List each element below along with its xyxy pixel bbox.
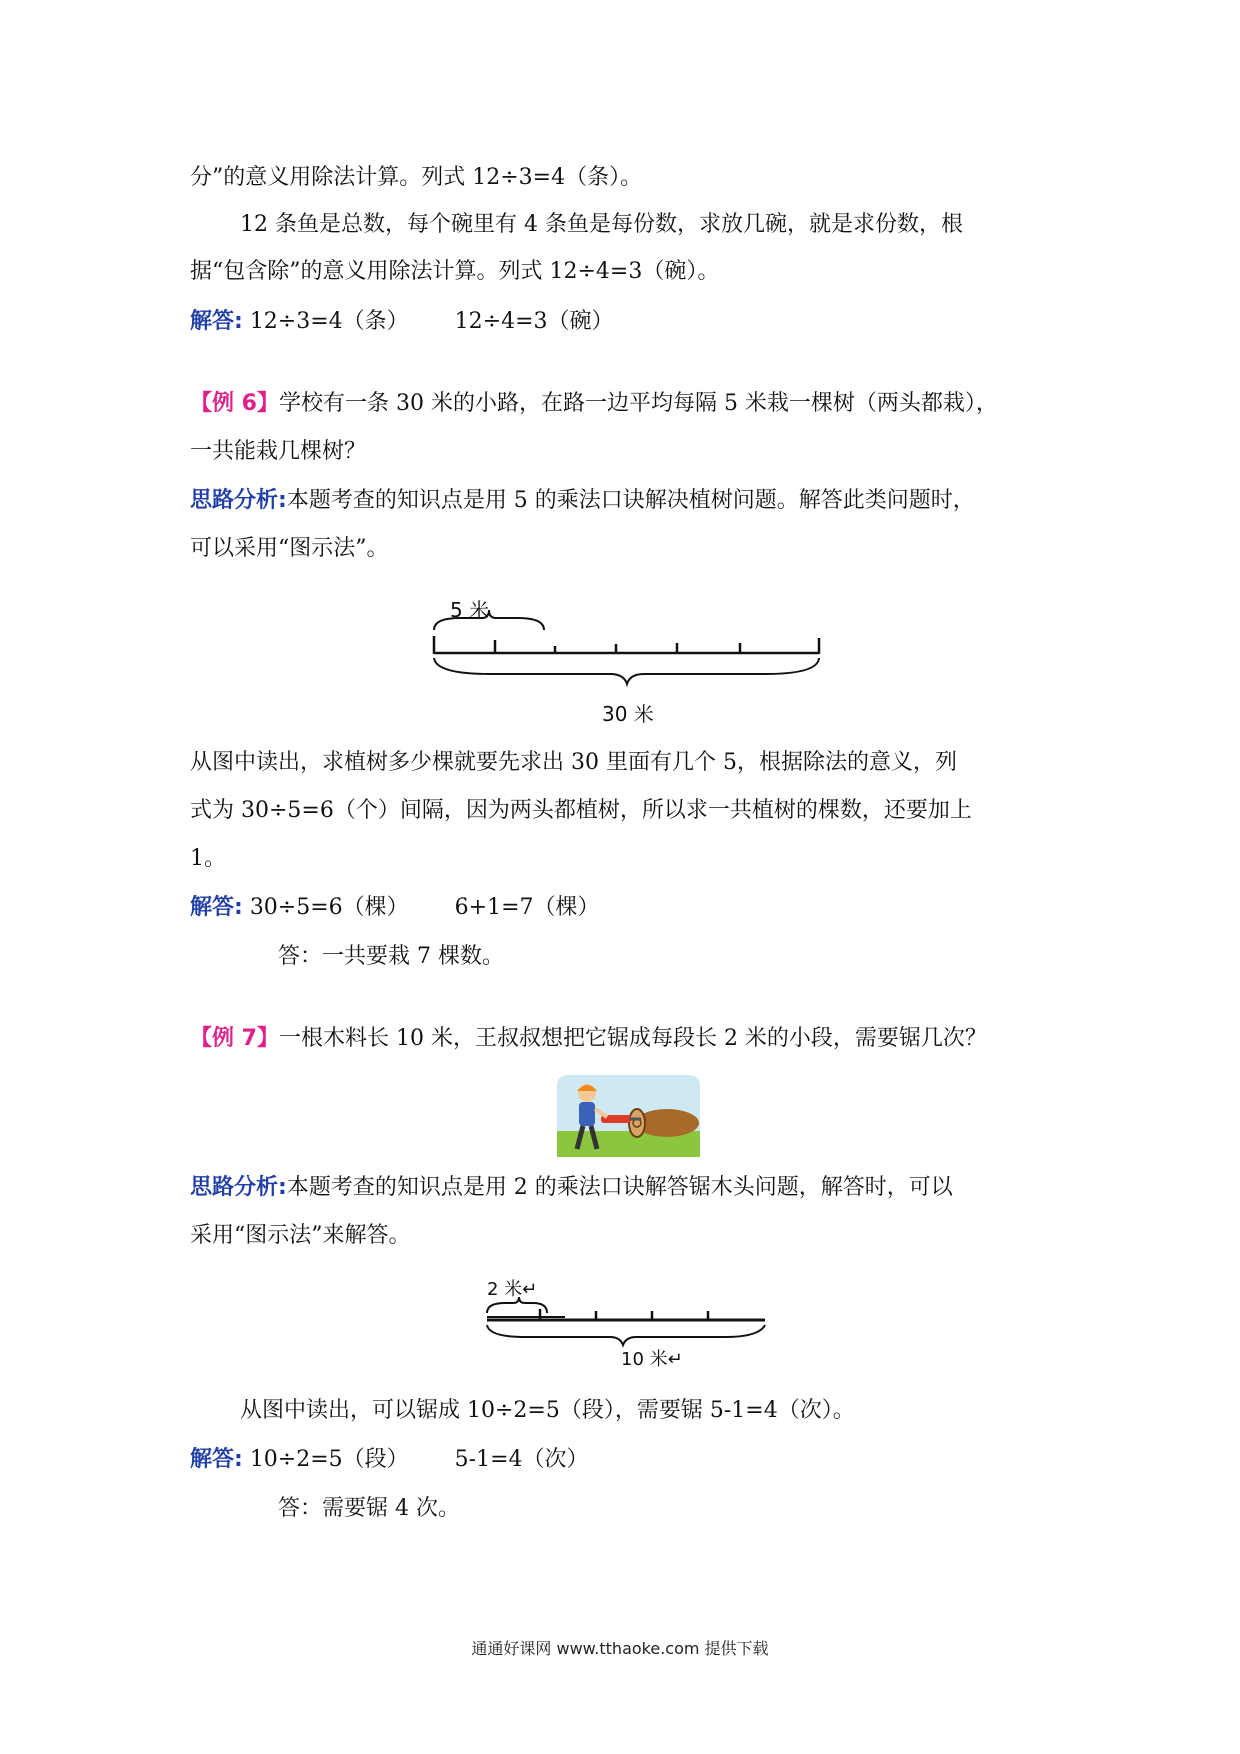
- analysis-text: 采用“图示法”来解答。: [190, 1223, 411, 1248]
- paragraph-line: 1。: [190, 846, 226, 871]
- answer-formula: 12÷4=3（碗）: [454, 309, 614, 334]
- example-tag: 【例 6】: [190, 391, 279, 416]
- answer-line: [190, 893, 1070, 923]
- answer-formula: 6+1=7（棵）: [454, 895, 600, 920]
- answer-formula: 5-1=4（次）: [454, 1447, 589, 1472]
- paragraph-line: 从图中读出，求植树多少棵就要先求出 30 里面有几个 5，根据除法的意义，列: [190, 750, 957, 775]
- wood-sawing-diagram: [475, 1275, 775, 1385]
- analysis-text: 本题考查的知识点是用 2 的乘法口诀解答锯木头问题，解答时，可以: [286, 1175, 953, 1200]
- answer-line: [190, 307, 1070, 337]
- bottom-brace: [487, 1325, 765, 1345]
- total-length-label: 30 米: [602, 702, 654, 726]
- answer-formula: 30÷5=6（棵）: [249, 895, 409, 920]
- bottom-brace: [434, 658, 819, 684]
- question-text: 学校有一条 30 米的小路，在路一边平均每隔 5 米栽一棵树（两头都栽），: [278, 391, 998, 416]
- analysis-text: 可以采用“图示法”。: [190, 536, 389, 561]
- answer-label: 解答:: [190, 309, 243, 334]
- analysis-line: [190, 486, 1070, 516]
- total-length-label: 10 米↵: [621, 1349, 683, 1370]
- example-tag: 【例 7】: [190, 1026, 279, 1051]
- page-footer: 通通好课网 www.tthaoke.com 提供下载: [471, 1639, 769, 1658]
- final-answer: 答：一共要栽 7 棵数。: [278, 944, 504, 969]
- woodcutter-sawing-log-icon: [557, 1075, 700, 1157]
- answer-line: [190, 1445, 1070, 1475]
- question-text: 一根木料长 10 米，王叔叔想把它锯成每段长 2 米的小段，需要锯几次？: [278, 1026, 987, 1051]
- analysis-label: 思路分析:: [190, 1175, 287, 1200]
- example-6-question: [190, 389, 1070, 419]
- paragraph-line: 式为 30÷5=6（个）间隔，因为两头都植树，所以求一共植树的棵数，还要加上: [190, 798, 972, 823]
- answer-label: 解答:: [190, 1447, 243, 1472]
- paragraph-line: 据“包含除”的意义用除法计算。列式 12÷4=3（碗）。: [190, 259, 720, 284]
- paragraph-line: 从图中读出，可以锯成 10÷2=5（段），需要锯 5-1=4（次）。: [240, 1398, 855, 1423]
- segment-label: 2 米↵: [487, 1279, 538, 1300]
- paragraph-line: 分”的意义用除法计算。列式 12÷3=4（条）。: [190, 165, 643, 190]
- final-answer: 答：需要锯 4 次。: [278, 1496, 460, 1521]
- analysis-label: 思路分析:: [190, 488, 287, 513]
- analysis-line: [190, 1173, 1070, 1203]
- paragraph-line: 12 条鱼是总数，每个碗里有 4 条鱼是每份数，求放几碗，就是求份数，根: [240, 212, 963, 237]
- interval-label: 5 米: [450, 598, 490, 622]
- tree-planting-diagram: [420, 588, 840, 728]
- question-text: 一共能栽几棵树？: [190, 439, 367, 464]
- answer-formula: 12÷3=4（条）: [249, 309, 409, 334]
- analysis-text: 本题考查的知识点是用 5 的乘法口诀解决植树问题。解答此类问题时，: [286, 488, 975, 513]
- answer-label: 解答:: [190, 895, 243, 920]
- answer-formula: 10÷2=5（段）: [249, 1447, 409, 1472]
- example-7-question: [190, 1024, 1070, 1054]
